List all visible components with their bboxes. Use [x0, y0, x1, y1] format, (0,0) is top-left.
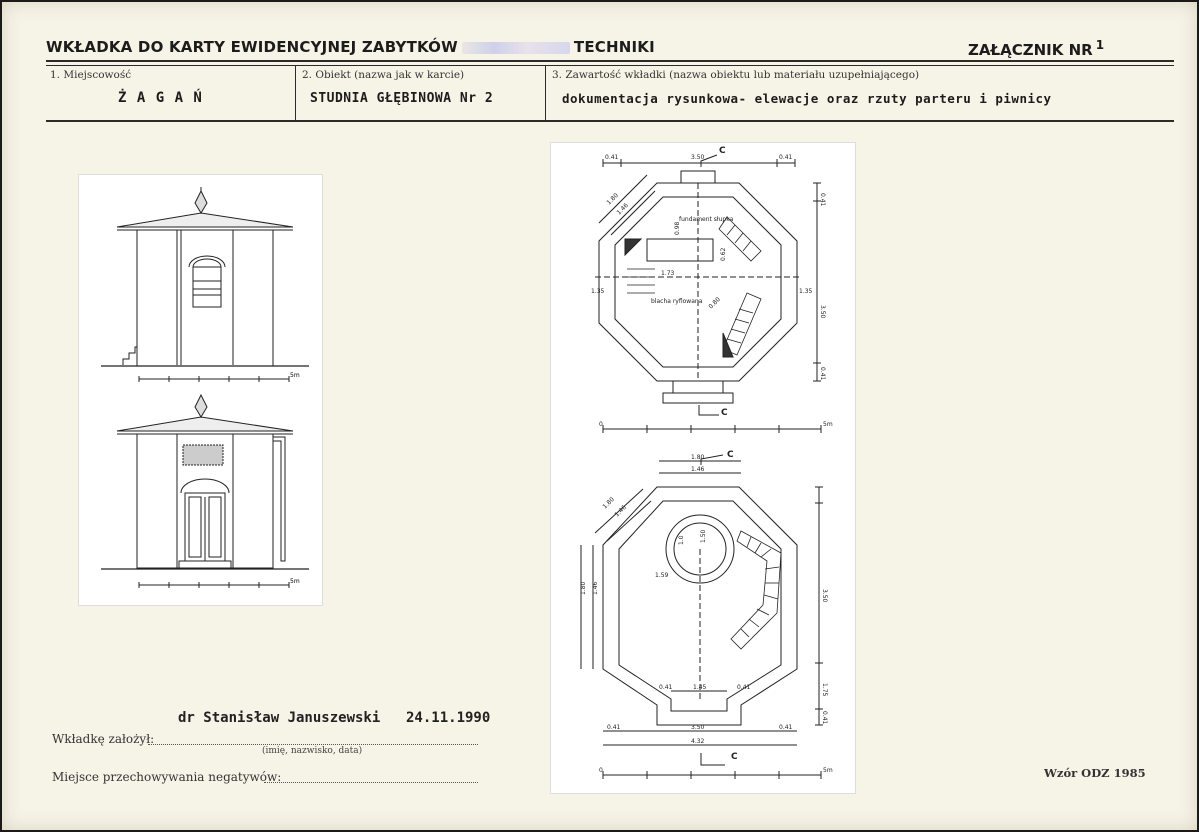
storage-line — [264, 782, 478, 783]
card-title-left: WKŁADKA DO KARTY EWIDENCYJNEJ ZABYTKÓW — [46, 38, 458, 56]
elevations-svg — [79, 175, 322, 605]
plan-upper-dim: 0.41 — [819, 367, 826, 381]
contents-value: dokumentacja rysunkowa- elewacje oraz rzuty parteru i piwnicy — [562, 91, 1052, 106]
plan-lower-dim: 1.80 — [580, 581, 587, 595]
plan-lower-dim: 0.41 — [779, 724, 793, 731]
plan-upper-dim: 1.35 — [591, 288, 605, 295]
plan-upper-dim: 1.46 — [615, 202, 630, 217]
author-hint: (imię, nazwisko, data) — [262, 746, 363, 756]
inventory-card-sheet — [2, 2, 1197, 830]
plan-upper-dim: 3.50 — [691, 154, 705, 161]
storage-label: Miejsce przechowywania negatywów: — [52, 770, 282, 784]
plan-lower-dim: 1.46 — [691, 466, 705, 473]
plan-upper-dim: 0.98 — [674, 221, 681, 235]
plan-lower-dim: 1.75 — [821, 683, 828, 697]
author-name: dr Stanisław Januszewski — [178, 710, 381, 726]
fields-bottom-rule — [46, 120, 1174, 122]
plan-upper-dim: 1.80 — [605, 192, 620, 207]
plan-upper-dim: 0.62 — [720, 247, 727, 261]
plan-upper-dim: 0.41 — [605, 154, 619, 161]
plan-upper-note: fundament słupka — [679, 216, 734, 223]
plan-lower-dim: 1.50 — [700, 529, 707, 543]
card-title-right: TECHNIKI — [573, 38, 655, 56]
contents-label: 3. Zawartość wkładki (nazwa obiektu lub materiału uzupełniającego) — [552, 69, 920, 81]
floor-plans-drawing — [550, 142, 856, 794]
object-value: STUDNIA GŁĘBINOWA Nr 2 — [310, 91, 494, 106]
annex-label-text: ZAŁĄCZNIK NR — [968, 41, 1093, 59]
plan-lower-dim: 0.41 — [659, 684, 673, 691]
plan-lower-dim: 4.32 — [691, 738, 705, 745]
field-divider-2 — [545, 65, 546, 121]
header-rule-thin — [46, 65, 1174, 66]
elevation-scale-label-bottom: 5m — [290, 578, 300, 585]
plan-lower-dim: 0.41 — [737, 684, 751, 691]
annex-label — [968, 38, 1104, 59]
section-mark-lower-bottom: C — [731, 752, 738, 762]
plan-lower-dim: 1.45 — [693, 684, 707, 691]
plan-lower-scale-end: 5m — [823, 767, 833, 774]
section-mark-upper-bottom: C — [721, 408, 728, 418]
plan-upper-dim: 0.80 — [707, 296, 722, 311]
plan-upper-scale-start: 0 — [599, 421, 603, 428]
elevations-drawing — [78, 174, 323, 606]
card-title — [46, 38, 655, 56]
elevation-scale-label-top: 5m — [290, 372, 300, 379]
plan-lower-dim: 1.80 — [691, 454, 705, 461]
plan-lower-dim: 1.0 — [678, 535, 685, 545]
plan-lower-dim: 3.50 — [821, 589, 828, 603]
annex-number: 1 — [1095, 38, 1105, 52]
object-label: 2. Obiekt (nazwa jak w karcie) — [302, 69, 465, 81]
plan-upper-dim: 0.41 — [819, 193, 826, 207]
plan-upper-dim: 3.50 — [819, 305, 826, 319]
plan-lower-dim: 3.50 — [691, 724, 705, 731]
plan-lower-dim: 0.41 — [821, 711, 828, 725]
redacted-word — [462, 42, 570, 54]
author-line — [148, 744, 478, 745]
place-label: 1. Miejscowość — [50, 69, 132, 81]
form-model: Wzór ODZ 1985 — [1044, 766, 1146, 780]
plan-lower-dim: 1.59 — [655, 572, 669, 579]
author-date: 24.11.1990 — [406, 710, 491, 726]
place-value: Ż A G A Ń — [118, 90, 203, 106]
floor-plans-svg — [551, 143, 855, 793]
plan-lower-dim: 1.46 — [613, 504, 628, 519]
plan-lower-dim: 0.41 — [607, 724, 621, 731]
plan-upper-dim: 0.41 — [779, 154, 793, 161]
author-label: Wkładkę założył: — [52, 732, 155, 746]
plan-upper-dim: 1.35 — [799, 288, 813, 295]
plan-upper-dim: 1.73 — [661, 270, 675, 277]
plan-lower-scale-start: 0 — [599, 767, 603, 774]
plan-upper-scale-end: 5m — [823, 421, 833, 428]
field-divider-1 — [295, 65, 296, 121]
plan-lower-dim: 1.80 — [601, 496, 616, 511]
plan-upper-note: blacha ryflowana — [651, 298, 703, 305]
section-mark-upper-top: C — [719, 146, 726, 156]
plan-lower-dim: 1.46 — [592, 581, 599, 595]
section-mark-lower-top: C — [727, 450, 734, 460]
header-rule — [46, 60, 1174, 62]
